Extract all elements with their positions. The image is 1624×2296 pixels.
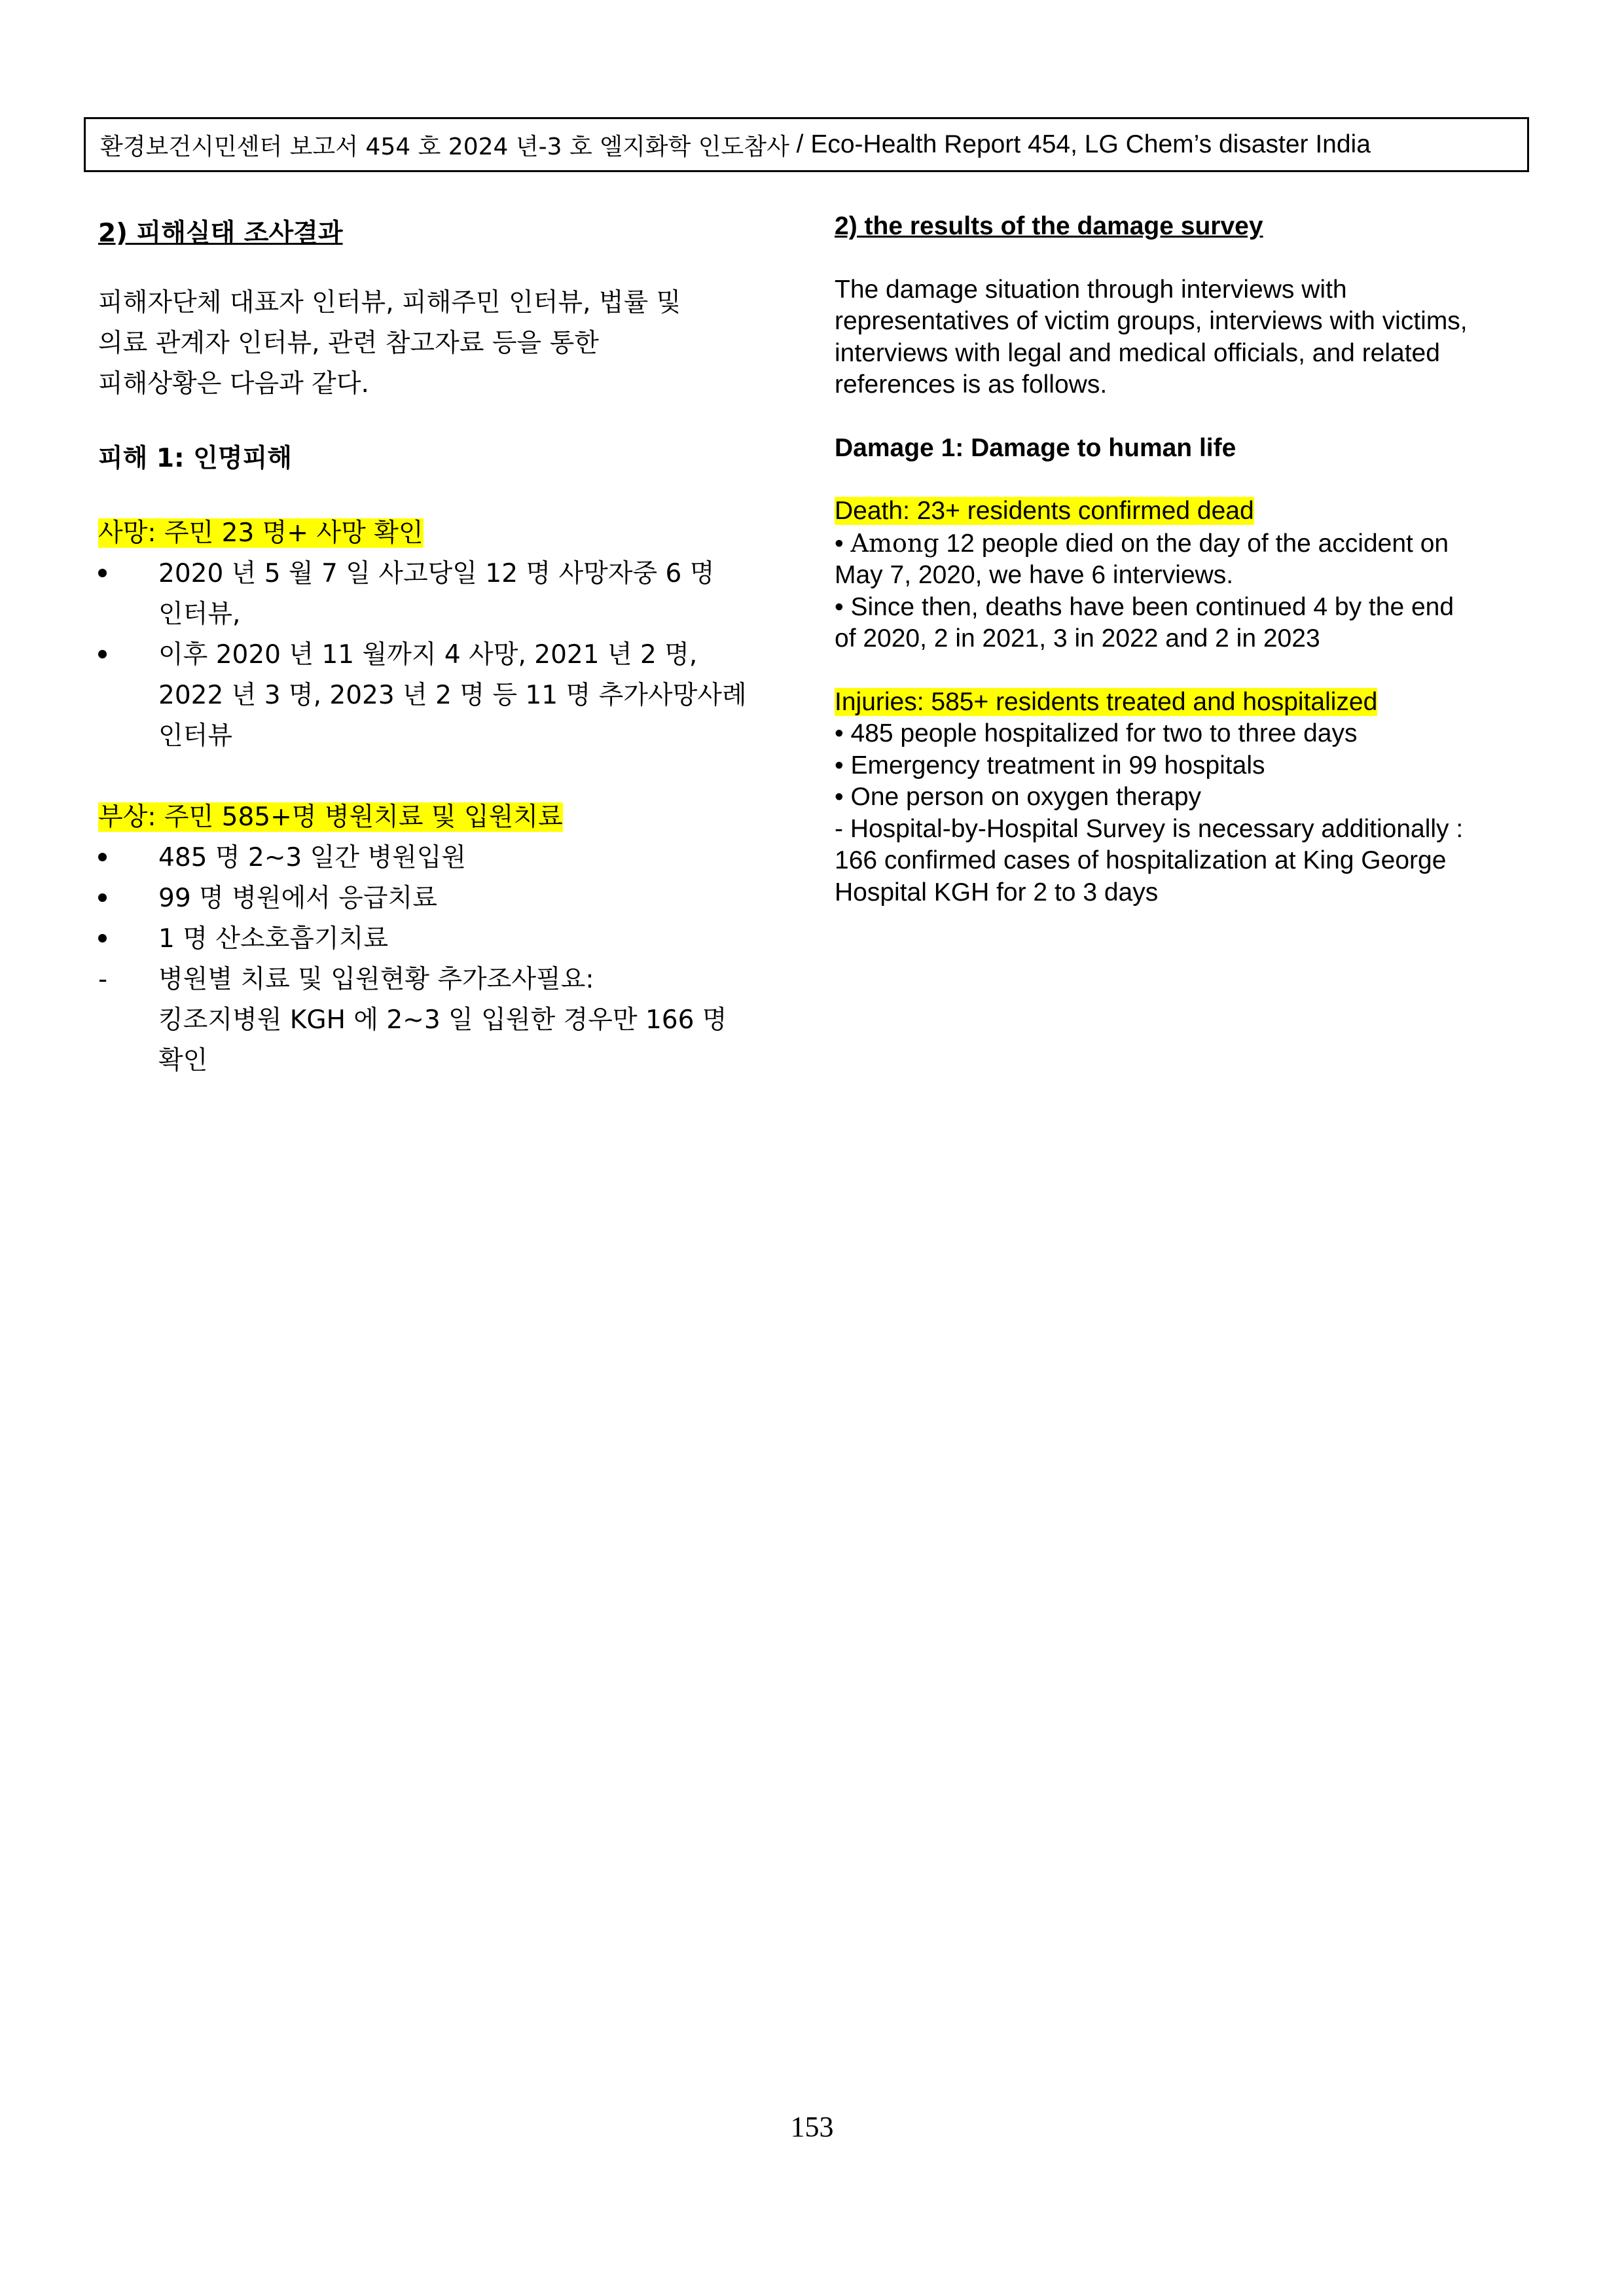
bullet-icon bbox=[98, 934, 107, 942]
list-item bbox=[98, 838, 792, 878]
serif-word: Among bbox=[850, 528, 939, 558]
english-injury-line: • 485 people hospitalized for two to three days bbox=[835, 719, 1358, 747]
english-intro-line: The damage situation through interviews with bbox=[835, 275, 1347, 304]
english-death-line bbox=[835, 528, 1535, 560]
report-header bbox=[84, 117, 1529, 172]
english-injury-line: Hospital KGH for 2 to 3 days bbox=[835, 878, 1159, 906]
english-intro-line: references is as follows. bbox=[835, 370, 1108, 399]
bullet-icon bbox=[98, 893, 107, 902]
korean-injury-list bbox=[98, 838, 792, 1081]
list-item-line: 인터뷰 bbox=[158, 721, 233, 751]
english-intro-line: representatives of victim groups, interviews with victims, bbox=[835, 307, 1468, 335]
korean-damage1-heading: 피해 1: 인명피해 bbox=[98, 444, 292, 473]
korean-death-heading: 사망: 주민 23 명+ 사망 확인 bbox=[98, 518, 424, 548]
korean-column bbox=[98, 213, 792, 1081]
english-damage1-heading: Damage 1: Damage to human life bbox=[835, 433, 1236, 462]
english-injury-line: 166 confirmed cases of hospitalization at King George bbox=[835, 846, 1447, 874]
list-item bbox=[98, 960, 792, 1081]
korean-intro-line: 피해상황은 다음과 같다. bbox=[98, 369, 369, 399]
list-item-line: 인터뷰, bbox=[158, 600, 241, 629]
korean-death-list bbox=[98, 554, 792, 757]
header-separator: / bbox=[789, 130, 811, 158]
korean-intro-line: 피해자단체 대표자 인터뷰, 피해주민 인터뷰, 법률 및 bbox=[98, 288, 681, 317]
list-item-line: 1 명 산소호흡기치료 bbox=[158, 924, 388, 954]
dash-marker: - bbox=[98, 965, 108, 994]
english-death-line: May 7, 2020, we have 6 interviews. bbox=[835, 561, 1234, 589]
bullet-prefix: • bbox=[835, 529, 851, 558]
korean-section-title: 2) 피해실태 조사결과 bbox=[98, 219, 343, 248]
list-item-line: 99 명 병원에서 응급치료 bbox=[158, 884, 437, 913]
list-item-line: 이후 2020 년 11 월까지 4 사망, 2021 년 2 명, bbox=[158, 640, 698, 670]
header-english-title: Eco-Health Report 454, LG Chem’s disaster India bbox=[810, 130, 1371, 158]
header-korean-title: 환경보건시민센터 보고서 454 호 2024 년-3 호 엘지화학 인도참사 bbox=[100, 133, 789, 160]
list-item bbox=[98, 919, 792, 960]
death-line-rest: 12 people died on the day of the accident on bbox=[939, 529, 1449, 558]
list-item-line: 병원별 치료 및 입원현황 추가조사필요: bbox=[158, 965, 594, 994]
list-item-line: 킹조지병원 KGH 에 2~3 일 입원한 경우만 166 명 bbox=[158, 1005, 727, 1035]
english-injury-heading: Injuries: 585+ residents treated and hospitalized bbox=[835, 687, 1378, 716]
english-death-line: of 2020, 2 in 2021, 3 in 2022 and 2 in 2023 bbox=[835, 624, 1320, 653]
english-injury-line: - Hospital-by-Hospital Survey is necessary additionally : bbox=[835, 814, 1464, 843]
bullet-icon bbox=[98, 569, 107, 577]
bullet-icon bbox=[98, 650, 107, 658]
english-injury-line: • Emergency treatment in 99 hospitals bbox=[835, 751, 1265, 780]
english-intro-line: interviews with legal and medical officials, and related bbox=[835, 338, 1440, 367]
list-item bbox=[98, 878, 792, 919]
korean-injury-heading: 부상: 주민 585+명 병원치료 및 입원치료 bbox=[98, 802, 563, 832]
list-item bbox=[98, 554, 792, 635]
list-item-line: 485 명 2~3 일간 병원입원 bbox=[158, 843, 467, 872]
english-death-line: • Since then, deaths have been continued 4 by the end bbox=[835, 592, 1454, 621]
list-item bbox=[98, 635, 792, 757]
list-item-line: 확인 bbox=[158, 1046, 208, 1075]
english-section-title: 2) the results of the damage survey bbox=[835, 212, 1263, 240]
korean-intro-line: 의료 관계자 인터뷰, 관련 참고자료 등을 통한 bbox=[98, 329, 599, 358]
english-column bbox=[835, 211, 1535, 908]
english-injury-line: • One person on oxygen therapy bbox=[835, 783, 1202, 811]
list-item-line: 2022 년 3 명, 2023 년 2 명 등 11 명 추가사망사례 bbox=[158, 681, 747, 710]
page-number: 153 bbox=[790, 2111, 834, 2143]
list-item-line: 2020 년 5 월 7 일 사고당일 12 명 사망자중 6 명 bbox=[158, 559, 715, 588]
bullet-icon bbox=[98, 853, 107, 861]
english-death-heading: Death: 23+ residents confirmed dead bbox=[835, 497, 1254, 525]
